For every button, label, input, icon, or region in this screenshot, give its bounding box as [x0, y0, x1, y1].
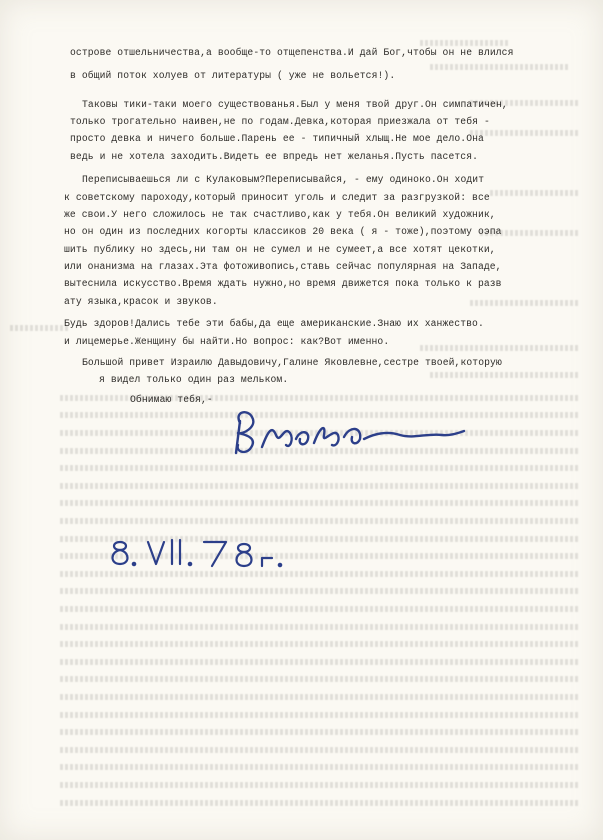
letter-line: но он один из последних когорты классиков 20 века ( я - тоже),поэтому оэпа: [64, 226, 502, 237]
letter-line: ату языка,красок и звуков.: [64, 296, 218, 307]
letter-line: просто девка и ничего больше.Парень ее - типичный хлыщ.Не мое дело.Она: [70, 133, 484, 144]
letter-line: только трогательно наивен,не по годам.Девка,которая приезжала от тебя -: [70, 116, 490, 127]
letter-line: Таковы тики-таки моего существованья.Был у меня твой друг.Он симпатичен,: [82, 99, 508, 110]
letter-line: или онанизма на глазах.Эта фотоживопись,ставь сейчас популярная на Западе,: [64, 261, 502, 272]
letter-line: же свои.У него сложилось не так счастливо,как у тебя.Он великий художник,: [64, 209, 496, 220]
letter-line: к советскому пароходу,который приносит уголь и следит за разгрузкой: все: [64, 192, 490, 203]
letter-line: в общий поток холуев от литературы ( уже не вольется!).: [70, 70, 396, 81]
letter-line: я видел только один раз мельком.: [99, 374, 289, 385]
handwritten-signature: [228, 405, 468, 465]
handwritten-date: [108, 532, 298, 572]
letter-line: ведь и не хотела заходить.Видеть ее впредь нет желанья.Пусть пасется.: [70, 151, 479, 162]
letter-line: и лицемерье.Женщину бы найти.Но вопрос: как?Вот именно.: [64, 336, 390, 347]
letter-line: шить публику но здесь,ни там он не сумел и не сумеет,а все хотят цекотки,: [64, 244, 496, 255]
letter-line: Будь здоров!Дались тебе эти бабы,да еще американские.Знаю их ханжество.: [64, 318, 484, 329]
letter-line: острове отшельничества,а вообще-то отщепенства.И дай Бог,чтобы он не влился: [70, 47, 514, 58]
letter-line: Обнимаю тебя,-: [130, 394, 213, 405]
letter-line: Большой привет Израилю Давыдовичу,Галине Яковлевне,сестре твоей,которую: [82, 357, 502, 368]
letter-line: Переписываешься ли с Кулаковым?Переписывайся, - ему одиноко.Он ходит: [82, 174, 485, 185]
letter-line: вытеснила искусство.Время ждать нужно,но время движется пока только к разв: [64, 278, 502, 289]
